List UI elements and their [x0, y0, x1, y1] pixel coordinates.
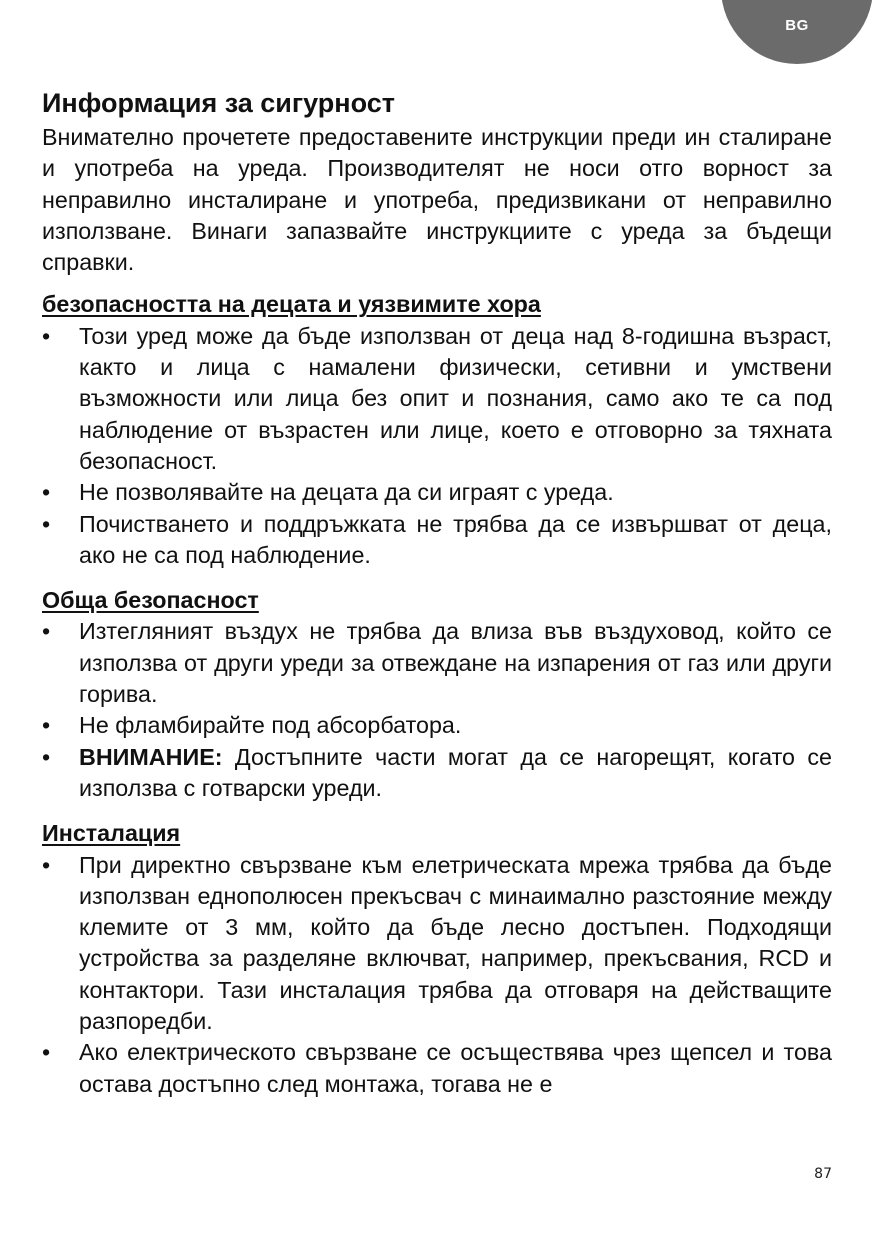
warning-label: ВНИМАНИЕ: [79, 743, 223, 770]
list-item-text: Не фламбирайте под абсорбатора. [79, 712, 462, 739]
bullet-list [42, 850, 832, 1100]
section-child-safety [42, 289, 832, 571]
bullet-list [42, 616, 832, 804]
list-item-text: Почистването и поддръжката не трябва да се извършват от деца, ако не са под наблюдение. [79, 510, 832, 568]
bullet-icon: • [42, 851, 51, 878]
list-item [42, 1037, 832, 1100]
page-title: Информация за сигурност [42, 88, 395, 118]
list-item-text: Изтегляният въздух не трябва да влиза във въздуховод, който се използва от други уреди за отвеждане на изпарения от газ или други горива. [79, 618, 832, 708]
section-heading: безопасността на децата и уязвимите хора [42, 291, 541, 318]
section-general-safety [42, 585, 832, 804]
list-item [42, 321, 832, 477]
list-item-text: Този уред може да бъде използван от деца над 8-годишна възраст, както и лица с намалени физически, сетивни и умствени възможности или лица без опит и познания, само ако те са под наблюдение от възрастен или лице, което е отговорно за тяхната безопасност. [79, 322, 832, 474]
bullet-icon: • [42, 712, 51, 739]
page-number: 87 [814, 1166, 832, 1182]
list-item [42, 509, 832, 572]
document-body [42, 86, 832, 1100]
bullet-icon: • [42, 510, 51, 537]
section-installation [42, 818, 832, 1100]
bullet-icon: • [42, 1039, 51, 1066]
list-item-text: Ако електрическото свързване се осъществява чрез щепсел и това остава достъпно след монтажа, тогава не е [79, 1039, 832, 1097]
list-item [42, 616, 832, 710]
language-label: BG [785, 17, 809, 34]
bullet-icon: • [42, 479, 51, 506]
list-item-text: При директно свързване към елетрическата мрежа трябва да бъде използван еднополюсен прекъсвач с минаимално разстояние между клемите от 3 мм, който да бъде лесно достъпен. Подходящи устройства за разделяне включват, например, прекъсвания, RCD и контактори. Тази инсталация трябва да отговаря на действащите разпоредби. [79, 851, 832, 1035]
list-item [42, 710, 832, 741]
intro-paragraph: Внимателно прочетете предоставените инструкции преди ин сталиране и употреба на уреда. Производителят не носи отго ворност за неправилно инсталиране и употреба, предизвикани от неправилно използване. Винаги запазвайте инструкциите с уреда за бъдещи справки. [42, 124, 832, 276]
list-item-text: Достъпните части могат да се нагорещят, когато се използва с готварски уреди. [79, 743, 833, 801]
bullet-icon: • [42, 618, 51, 645]
section-heading: Инсталация [42, 820, 181, 847]
bullet-list [42, 321, 832, 571]
list-item-text: Не позволявайте на децата да си играят с уреда. [79, 479, 614, 506]
list-item [42, 477, 832, 508]
list-item [42, 742, 832, 805]
list-item [42, 850, 832, 1038]
section-heading: Обща безопасност [42, 587, 259, 614]
bullet-icon: • [42, 322, 51, 349]
bullet-icon: • [42, 743, 51, 770]
